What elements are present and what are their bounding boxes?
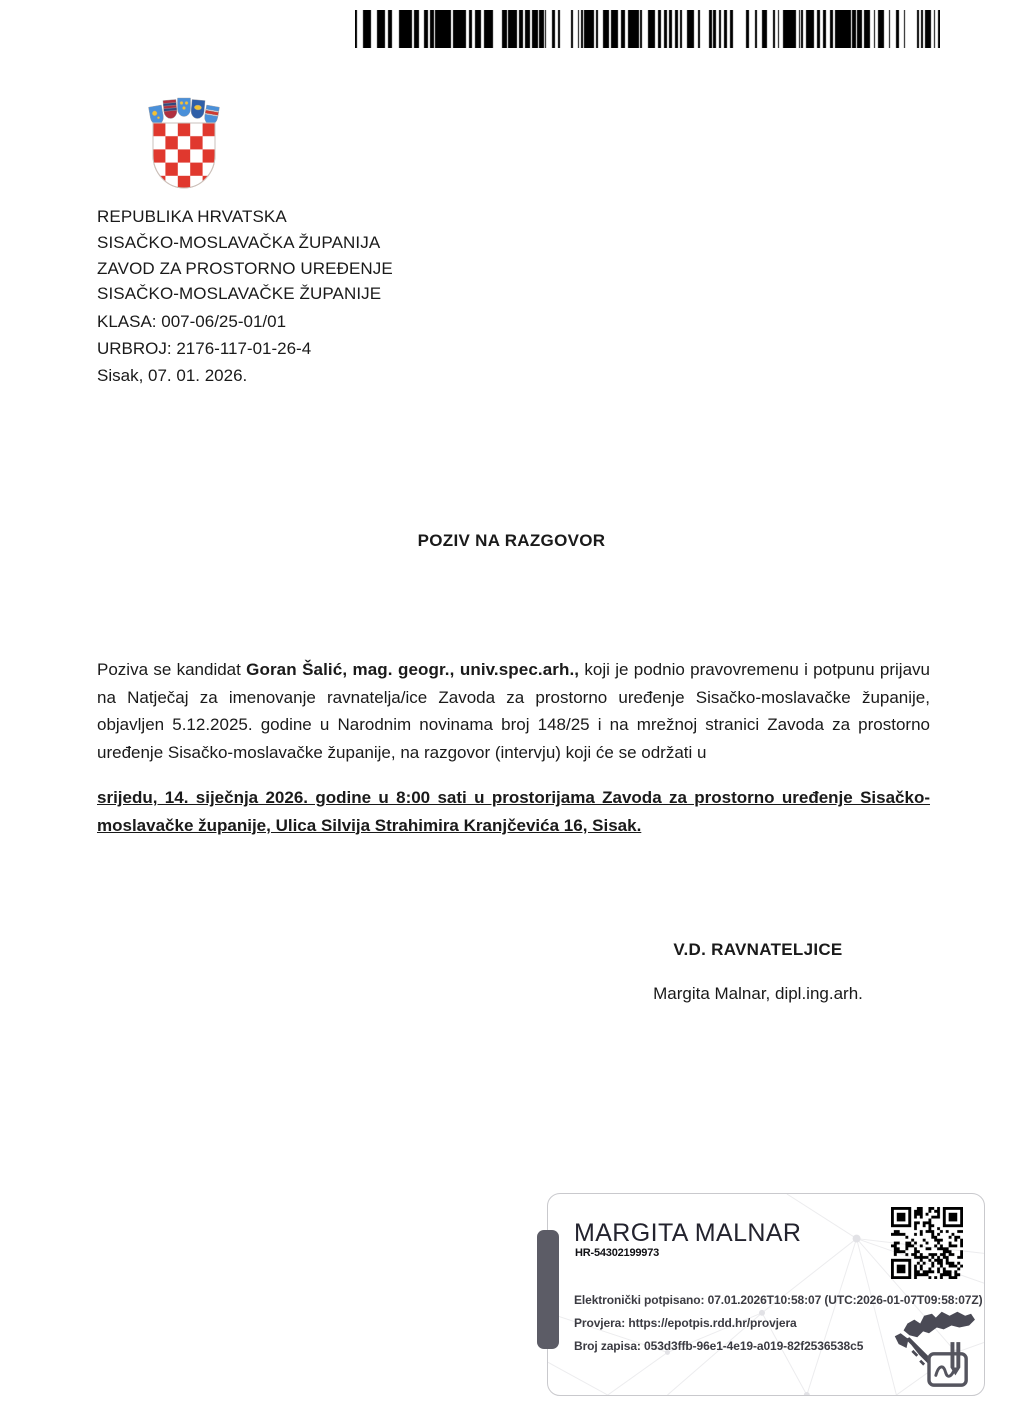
candidate-name: Goran Šalić, mag. geogr., univ.spec.arh.,: [246, 660, 580, 679]
document-title: POZIV NA RAZGOVOR: [417, 531, 606, 550]
signer-name: Margita Malnar, dipl.ing.arh.: [653, 984, 863, 1003]
letterhead-line-4: SISAČKO-MOSLAVAČKE ŽUPANIJE: [97, 284, 382, 304]
esignature-card: [547, 1193, 985, 1396]
stamp-signature-icon: [929, 1342, 966, 1385]
esigner-id: HR-54302199973: [575, 1247, 660, 1259]
reference-block: [97, 309, 311, 389]
esignature-timestamp: Elektronički potpisano: 07.01.2026T10:58:07 (UTC:2026-01-07T09:58:07Z): [574, 1293, 983, 1307]
signature-tab: [537, 1230, 559, 1349]
klasa-number: KLASA: 007-06/25-01/01: [97, 312, 287, 331]
place-and-date: Sisak, 07. 01. 2026.: [97, 365, 248, 385]
letterhead-line-1: REPUBLIKA HRVATSKA: [97, 207, 287, 226]
body-intro-suffix: koji je podnio pravovremenu i potpunu prijavu na Natječaj za imenovanje ravnatelja/ice Zavoda za prostorno uređenje Sisačko-moslavačke županije, objavljen 5.12.2025. godine u Narodnim novinama broj 148/25 i na mrežnoj stranici Zavoda za prostorno uređenje Sisačko-moslavačke županije, na razgovor (intervju) koji će se održati u: [97, 660, 930, 762]
croatian-coat-of-arms-icon: [148, 96, 220, 190]
meeting-details: srijedu, 14. siječnja 2026. godine u 8:00 sati u prostorijama Zavoda za prostorno uređenje Sisačko-moslavačke županije, Ulica Silvija Strahimira Kranjčevića 16, Sisak.: [97, 788, 930, 835]
signature-block: [553, 940, 963, 1004]
letterhead: [97, 204, 393, 307]
esignature-verify-url: Provjera: https://epotpis.rdd.hr/provjera: [574, 1316, 797, 1330]
signer-role: V.D. RAVNATELJICE: [673, 940, 843, 959]
barcode: [355, 10, 940, 48]
qr-code: [891, 1207, 963, 1279]
body-intro-prefix: Poziva se kandidat: [97, 660, 247, 679]
esigner-name: MARGITA MALNAR: [574, 1219, 802, 1247]
esignature-card-body: [547, 1193, 985, 1396]
urbroj-number: URBROJ: 2176-117-01-26-4: [97, 338, 312, 358]
letterhead-line-2: SISAČKO-MOSLAVAČKA ŽUPANIJA: [97, 232, 381, 252]
croatia-map-icon: [880, 1303, 978, 1391]
esignature-record-id: Broj zapisa: 053d3ffb-96e1-4e19-a019-82f2536538c5: [574, 1339, 864, 1353]
letterhead-line-3: ZAVOD ZA PROSTORNO UREĐENJE: [97, 258, 393, 278]
body-paragraph: [97, 656, 930, 766]
